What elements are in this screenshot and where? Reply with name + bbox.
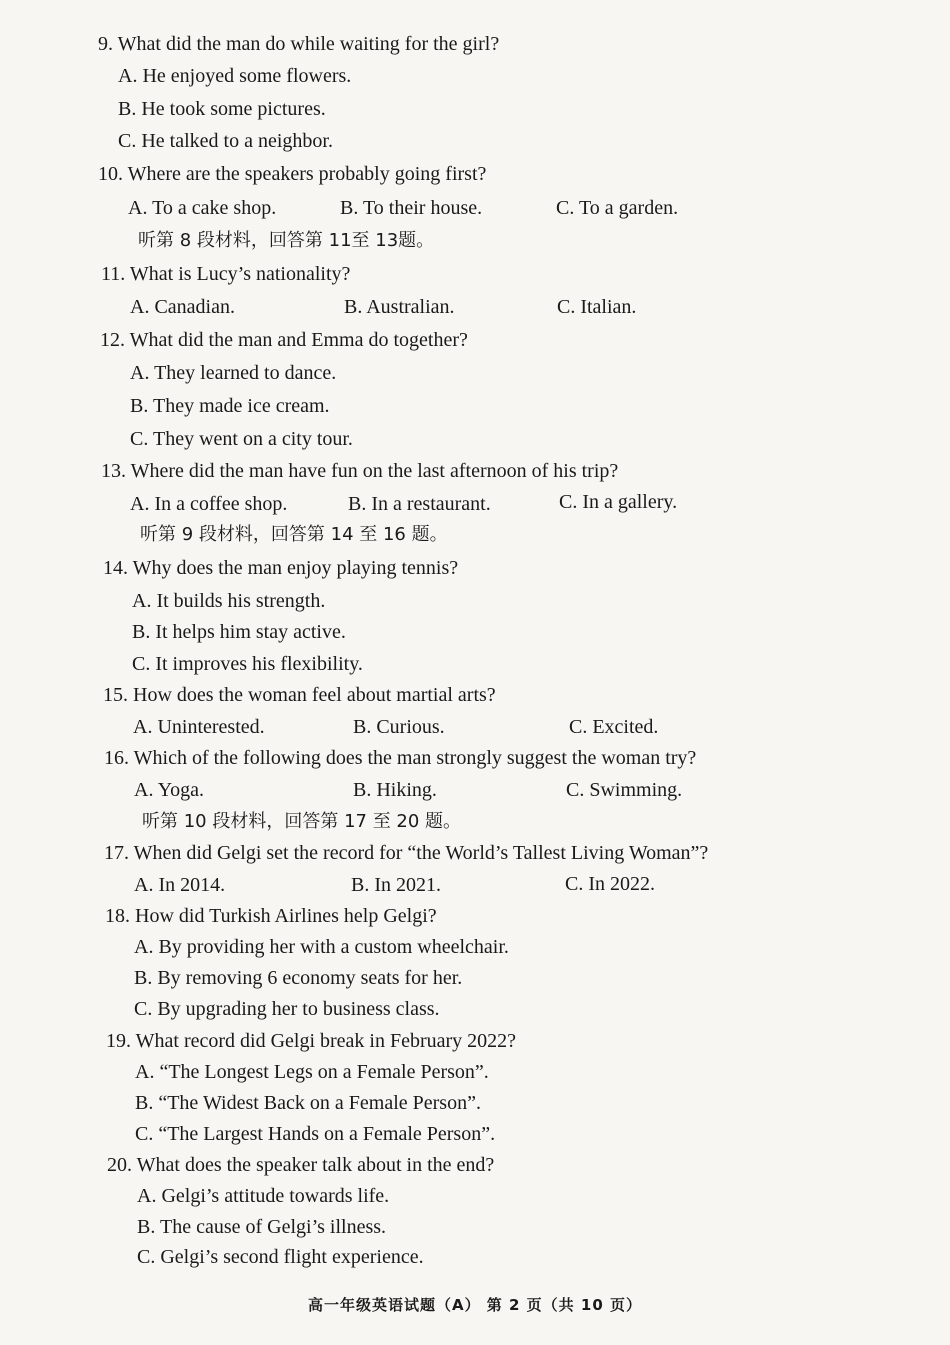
question-15: 15. How does the woman feel about martial arts? <box>103 684 496 706</box>
q19-option-c: C. “The Largest Hands on a Female Person”. <box>135 1123 496 1145</box>
question-9: 9. What did the man do while waiting for the girl? <box>98 33 500 55</box>
q20-option-b: B. The cause of Gelgi’s illness. <box>137 1216 387 1238</box>
question-11: 11. What is Lucy’s nationality? <box>101 263 351 285</box>
q16-option-c: C. Swimming. <box>566 779 683 801</box>
q11-option-c: C. Italian. <box>557 296 637 318</box>
q10-option-c: C. To a garden. <box>556 197 679 219</box>
q13-option-c: C. In a gallery. <box>559 491 678 513</box>
q10-option-b: B. To their house. <box>340 197 483 219</box>
q18-option-a: A. By providing her with a custom wheelchair. <box>134 936 509 958</box>
question-10: 10. Where are the speakers probably going first? <box>98 163 487 185</box>
q11-option-a: A. Canadian. <box>130 296 235 318</box>
q12-option-a: A. They learned to dance. <box>130 362 337 384</box>
q15-option-c: C. Excited. <box>569 716 659 738</box>
question-18: 18. How did Turkish Airlines help Gelgi? <box>105 905 437 927</box>
q20-option-c: C. Gelgi’s second flight experience. <box>137 1246 424 1268</box>
question-20: 20. What does the speaker talk about in the end? <box>107 1154 495 1176</box>
question-16: 16. Which of the following does the man strongly suggest the woman try? <box>104 747 697 769</box>
q12-option-b: B. They made ice cream. <box>130 395 330 417</box>
q12-option-c: C. They went on a city tour. <box>130 428 353 450</box>
q9-option-b: B. He took some pictures. <box>118 98 326 120</box>
q14-option-c: C. It improves his flexibility. <box>132 653 363 675</box>
q16-option-a: A. Yoga. <box>134 779 205 801</box>
q17-option-a: A. In 2014. <box>134 874 226 896</box>
q10-option-a: A. To a cake shop. <box>128 197 277 219</box>
q14-option-a: A. It builds his strength. <box>132 590 326 612</box>
question-14: 14. Why does the man enjoy playing tennis? <box>103 557 459 579</box>
section-10-instruction: 听第 10 段材料，回答第 17 至 20 题。 <box>142 811 462 832</box>
q14-option-b: B. It helps him stay active. <box>132 621 346 643</box>
page-footer: 高一年级英语试题（A） 第 2 页（共 10 页） <box>307 1296 643 1314</box>
q19-option-b: B. “The Widest Back on a Female Person”. <box>135 1092 481 1114</box>
question-13: 13. Where did the man have fun on the last afternoon of his trip? <box>101 460 619 482</box>
question-19: 19. What record did Gelgi break in February 2022? <box>106 1030 517 1052</box>
q9-option-c: C. He talked to a neighbor. <box>118 130 333 152</box>
q11-option-b: B. Australian. <box>344 296 455 318</box>
q13-option-a: A. In a coffee shop. <box>130 493 288 515</box>
q19-option-a: A. “The Longest Legs on a Female Person”. <box>135 1061 489 1083</box>
q13-option-b: B. In a restaurant. <box>348 493 491 515</box>
question-12: 12. What did the man and Emma do together? <box>100 329 468 351</box>
q18-option-c: C. By upgrading her to business class. <box>134 998 440 1020</box>
q20-option-a: A. Gelgi’s attitude towards life. <box>137 1185 390 1207</box>
q16-option-b: B. Hiking. <box>353 779 437 801</box>
q18-option-b: B. By removing 6 economy seats for her. <box>134 967 463 989</box>
q15-option-b: B. Curious. <box>353 716 445 738</box>
q15-option-a: A. Uninterested. <box>133 716 265 738</box>
q9-option-a: A. He enjoyed some flowers. <box>118 65 352 87</box>
q17-option-c: C. In 2022. <box>565 873 655 895</box>
q17-option-b: B. In 2021. <box>351 874 441 896</box>
section-9-instruction: 听第 9 段材料，回答第 14 至 16 题。 <box>140 524 448 545</box>
section-8-instruction: 听第 8 段材料，回答第 11至 13题。 <box>138 230 435 251</box>
question-17: 17. When did Gelgi set the record for “the World’s Tallest Living Woman”? <box>104 842 709 864</box>
